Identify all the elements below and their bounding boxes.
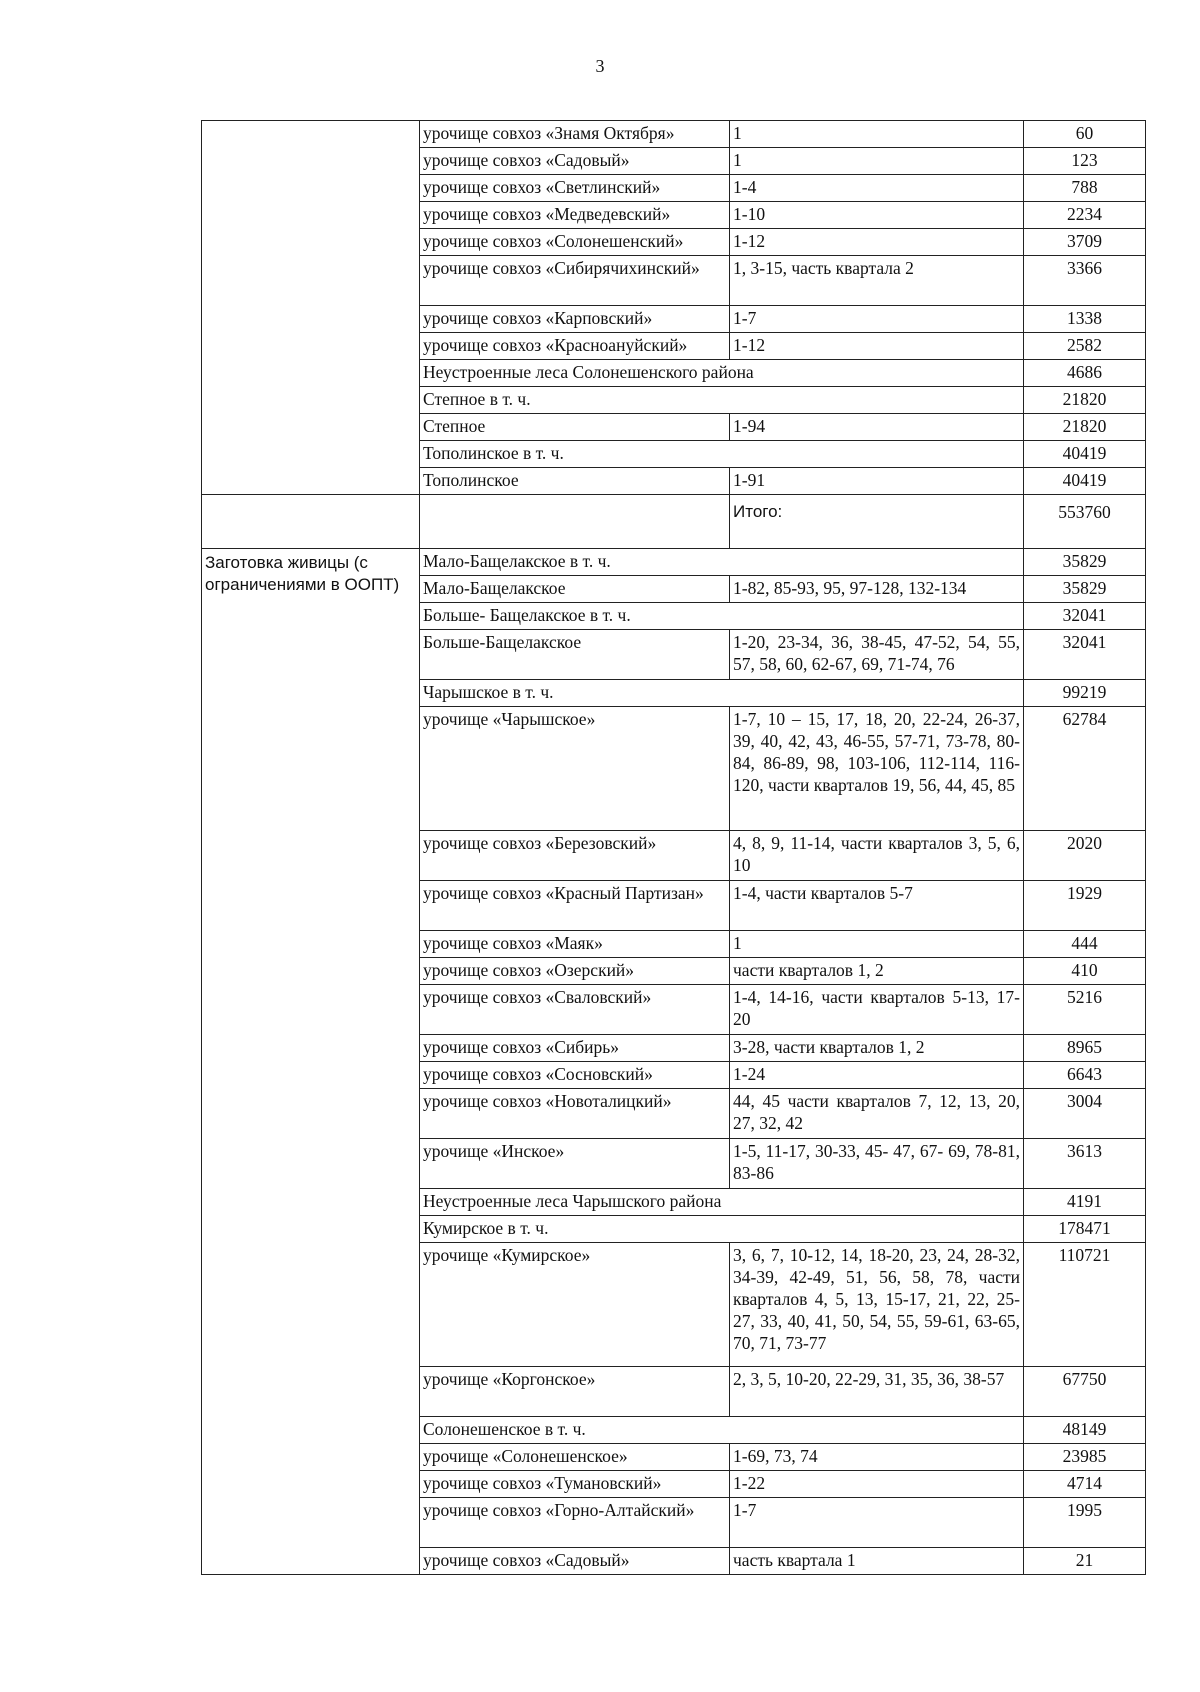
quarters-cell: 1-94 [730,414,1024,441]
quarters-cell: 1-69, 73, 74 [730,1444,1024,1471]
forest-name-cell: Солонешенское в т. ч. [420,1417,1024,1444]
area-cell: 21 [1024,1548,1146,1575]
quarters-cell: 1, 3-15, часть квартала 2 [730,256,1024,306]
forest-name-cell: Тополинское в т. ч. [420,441,1024,468]
forest-name-cell: урочище «Коргонское» [420,1367,730,1417]
area-cell: 4686 [1024,360,1146,387]
quarters-cell: 1-82, 85-93, 95, 97-128, 132-134 [730,576,1024,603]
forest-name-cell: урочище совхоз «Знамя Октября» [420,121,730,148]
area-cell: 8965 [1024,1035,1146,1062]
forest-name-cell: урочище совхоз «Садовый» [420,148,730,175]
quarters-cell: 1 [730,148,1024,175]
area-cell: 788 [1024,175,1146,202]
area-cell: 99219 [1024,680,1146,707]
area-cell: 1929 [1024,881,1146,931]
forest-name-cell: урочище «Чарышское» [420,707,730,831]
forest-name-cell: Больше- Бащелакское в т. ч. [420,603,1024,630]
forest-name-cell: Степное в т. ч. [420,387,1024,414]
quarters-cell: 1-22 [730,1471,1024,1498]
area-cell: 2234 [1024,202,1146,229]
forest-name-cell: урочище совхоз «Сосновский» [420,1062,730,1089]
quarters-cell: 3-28, части кварталов 1, 2 [730,1035,1024,1062]
forest-name-cell: урочище совхоз «Медведевский» [420,202,730,229]
area-cell: 5216 [1024,985,1146,1035]
quarters-cell: части кварталов 1, 2 [730,958,1024,985]
forest-name-cell: Мало-Бащелакское [420,576,730,603]
area-cell: 2020 [1024,831,1146,881]
quarters-cell: 1-12 [730,333,1024,360]
forest-name-cell: урочище совхоз «Сибирячихинский» [420,256,730,306]
area-cell: 3366 [1024,256,1146,306]
quarters-cell: 4, 8, 9, 11-14, части кварталов 3, 5, 6, 10 [730,831,1024,881]
area-cell: 3613 [1024,1139,1146,1189]
forest-name-cell: Чарышское в т. ч. [420,680,1024,707]
page-number: 3 [595,56,605,76]
table-row [202,549,1146,576]
area-cell: 60 [1024,121,1146,148]
forest-name-cell: урочище «Кумирское» [420,1243,730,1367]
area-cell: 110721 [1024,1243,1146,1367]
table-row [202,121,1146,148]
quarters-cell: 1-5, 11-17, 30-33, 45- 47, 67- 69, 78-81, 83-86 [730,1139,1024,1189]
quarters-cell: 44, 45 части кварталов 7, 12, 13, 20, 27, 32, 42 [730,1089,1024,1139]
area-cell: 6643 [1024,1062,1146,1089]
quarters-cell: 1-20, 23-34, 36, 38-45, 47-52, 54, 55, 57, 58, 60, 62-67, 69, 71-74, 76 [730,630,1024,680]
area-cell: 1338 [1024,306,1146,333]
area-cell: 48149 [1024,1417,1146,1444]
area-cell: 410 [1024,958,1146,985]
forest-name-cell: Кумирское в т. ч. [420,1216,1024,1243]
quarters-cell: 1-10 [730,202,1024,229]
area-cell: 4714 [1024,1471,1146,1498]
forest-name-cell: урочище совхоз «Солонешенский» [420,229,730,256]
category-cell [202,121,420,495]
forestry-table [201,120,1146,1575]
forest-name-cell: Мало-Бащелакское в т. ч. [420,549,1024,576]
area-cell: 21820 [1024,387,1146,414]
forest-name-cell: урочище совхоз «Красноануйский» [420,333,730,360]
total-empty-cell [202,495,420,549]
forest-name-cell: урочище совхоз «Сваловский» [420,985,730,1035]
forest-name-cell: урочище совхоз «Сибирь» [420,1035,730,1062]
forest-name-cell: урочище «Инское» [420,1139,730,1189]
area-cell: 32041 [1024,603,1146,630]
area-cell: 2582 [1024,333,1146,360]
quarters-cell: 1 [730,121,1024,148]
quarters-cell: 1-12 [730,229,1024,256]
forest-name-cell: урочище совхоз «Маяк» [420,931,730,958]
quarters-cell: 1-4 [730,175,1024,202]
area-cell: 35829 [1024,549,1146,576]
area-cell: 3709 [1024,229,1146,256]
forest-name-cell: Неустроенные леса Солонешенского района [420,360,1024,387]
area-cell: 3004 [1024,1089,1146,1139]
area-cell: 40419 [1024,468,1146,495]
quarters-cell: 1-7 [730,306,1024,333]
area-cell: 32041 [1024,630,1146,680]
forest-name-cell: урочище совхоз «Озерский» [420,958,730,985]
forest-name-cell: урочище совхоз «Новоталицкий» [420,1089,730,1139]
area-cell: 23985 [1024,1444,1146,1471]
area-cell: 4191 [1024,1189,1146,1216]
forest-name-cell: Тополинское [420,468,730,495]
forest-name-cell: урочище совхоз «Горно-Алтайский» [420,1498,730,1548]
area-cell: 40419 [1024,441,1146,468]
quarters-cell: 3, 6, 7, 10-12, 14, 18-20, 23, 24, 28-32, 34-39, 42-49, 51, 56, 58, 78, части кварталов 4, 5, 13, 15-17, 21, 22, 25-27, 33, 40, 41, 50, 54, 55, 59-61, 63-65, 70, 71, 73-77 [730,1243,1024,1367]
total-empty-cell [420,495,730,549]
total-row [202,495,1146,549]
total-value: 553760 [1024,495,1146,549]
quarters-cell: 1-91 [730,468,1024,495]
quarters-cell: 1-24 [730,1062,1024,1089]
forest-name-cell: урочище совхоз «Красный Партизан» [420,881,730,931]
quarters-cell: 1-7 [730,1498,1024,1548]
category-cell: Заготовка живицы (с ограничениями в ООПТ) [202,549,420,1575]
forest-name-cell: Степное [420,414,730,441]
area-cell: 123 [1024,148,1146,175]
forest-name-cell: урочище совхоз «Березовский» [420,831,730,881]
area-cell: 62784 [1024,707,1146,831]
area-cell: 444 [1024,931,1146,958]
area-cell: 21820 [1024,414,1146,441]
forest-name-cell: урочище совхоз «Карповский» [420,306,730,333]
area-cell: 178471 [1024,1216,1146,1243]
quarters-cell: 1 [730,931,1024,958]
area-cell: 1995 [1024,1498,1146,1548]
forest-name-cell: урочище совхоз «Садовый» [420,1548,730,1575]
quarters-cell: часть квартала 1 [730,1548,1024,1575]
quarters-cell: 1-4, 14-16, части кварталов 5-13, 17-20 [730,985,1024,1035]
forest-name-cell: урочище «Солонешенское» [420,1444,730,1471]
total-label: Итого: [730,495,1024,549]
forest-name-cell: Неустроенные леса Чарышского района [420,1189,1024,1216]
quarters-cell: 1-4, части кварталов 5-7 [730,881,1024,931]
forest-name-cell: урочище совхоз «Светлинский» [420,175,730,202]
area-cell: 35829 [1024,576,1146,603]
area-cell: 67750 [1024,1367,1146,1417]
quarters-cell: 2, 3, 5, 10-20, 22-29, 31, 35, 36, 38-57 [730,1367,1024,1417]
forest-name-cell: урочище совхоз «Тумановский» [420,1471,730,1498]
quarters-cell: 1-7, 10 – 15, 17, 18, 20, 22-24, 26-37, 39, 40, 42, 43, 46-55, 57-71, 73-78, 80-84, 86-89, 98, 103-106, 112-114, 116-120, части кварталов 19, 56, 44, 45, 85 [730,707,1024,831]
forest-name-cell: Больше-Бащелакское [420,630,730,680]
